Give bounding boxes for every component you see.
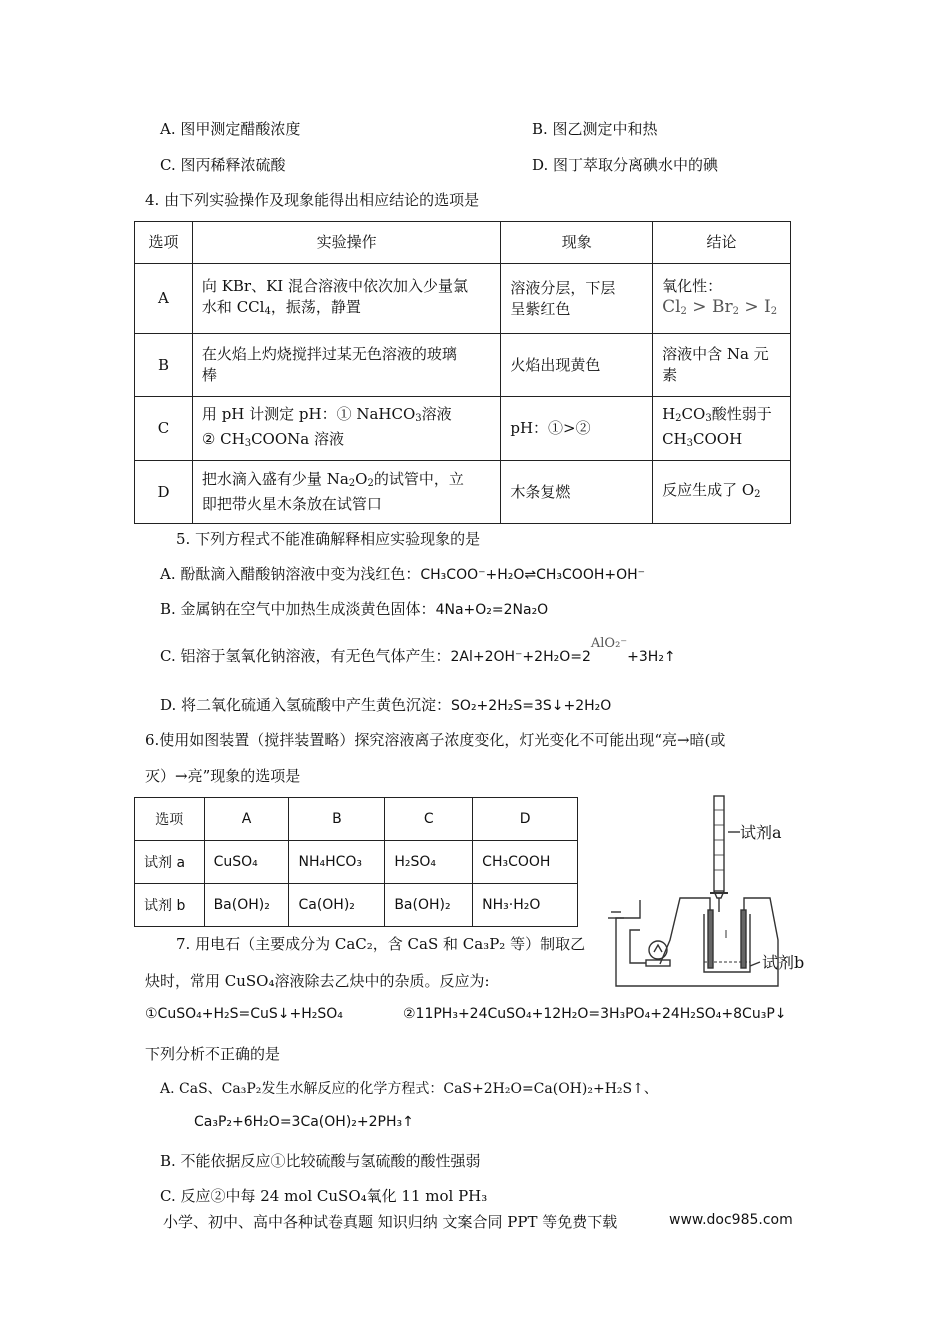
header-operation: 实验操作 (192, 222, 500, 264)
option-3a: A. 图甲测定醋酸浓度 (160, 120, 301, 138)
option-5d: D. 将二氧化硫通入氢硫酸中产生黄色沉淀：SO₂+2H₂S=3S↓+2H₂O (160, 696, 612, 714)
row-phenomenon: 木条复燃 (501, 461, 653, 524)
option-7a-line2: Ca₃P₂+6H₂O=3Ca(OH)₂+2PH₃↑ (194, 1114, 414, 1130)
equation-2: ②11PH₃+24CuSO₄+12H₂O=3H₃PO₄+24H₂SO₄+8Cu₃P↓ (403, 1006, 787, 1022)
row-conclusion: $H_2CO_3$酸性弱于 $CH_3COOH$ (653, 397, 791, 461)
table-row (135, 397, 791, 461)
question-4-table (134, 221, 791, 524)
table-row (135, 334, 791, 397)
row-operation: 向 KBr、KI 混合溶液中依次加入少量氯 水和 CCl$_4$，振荡，静置 (192, 264, 500, 334)
table-row (135, 461, 791, 524)
question-6-stem-line1: 6.使用如图装置（搅拌装置略）探究溶液离子浓度变化，灯光变化不可能出现“亮→暗(或 (145, 731, 726, 749)
option-7c: C. 反应②中每 24 mol CuSO₄氧化 11 mol PH₃ (160, 1187, 488, 1205)
table-row (135, 884, 578, 927)
option-3d: D. 图丁萃取分离碘水中的碘 (532, 156, 719, 174)
cell-b: Ca(OH)₂ (289, 884, 385, 927)
option-5a: A. 酚酞滴入醋酸钠溶液中变为浅红色：CH₃COO⁻+H₂O⇌CH₃COOH+OH⁻ (160, 565, 646, 583)
question-5-stem: 5. 下列方程式不能准确解释相应实验现象的是 (176, 530, 481, 548)
header-d: D (473, 798, 578, 841)
row-option: A (135, 264, 193, 334)
cell-c: Ba(OH)₂ (385, 884, 473, 927)
table-row (135, 264, 791, 334)
row-operation: 把水滴入盛有少量 $Na_2O_2$的试管中，立 即把带火星木条放在试管口 (192, 461, 500, 524)
row-conclusion: 溶液中含 Na 元 素 (653, 334, 791, 397)
row-conclusion: 反应生成了 $O_2$ (653, 461, 791, 524)
question-7-stem-line1: 7. 用电石（主要成分为 CaC₂，含 CaS 和 Ca₃P₂ 等）制取乙 (176, 935, 586, 953)
row-operation: 在火焰上灼烧搅拌过某无色溶液的玻璃 棒 (192, 334, 500, 397)
cell-d: CH₃COOH (473, 841, 578, 884)
footer-text: 小学、初中、高中各种试卷真题 知识归纳 文案合同 PPT 等免费下载 (163, 1213, 618, 1231)
header-phenomenon: 现象 (501, 222, 653, 264)
header-b: B (289, 798, 385, 841)
table-row (135, 841, 578, 884)
header-option: 选项 (135, 798, 205, 841)
row-phenomenon: pH：①>② (501, 397, 653, 461)
question-7-ask: 下列分析不正确的是 (145, 1045, 281, 1063)
cell-d: NH₃·H₂O (473, 884, 578, 927)
header-option: 选项 (135, 222, 193, 264)
row-option: B (135, 334, 193, 397)
cell-b: NH₄HCO₃ (289, 841, 385, 884)
footer-url[interactable]: www.doc985.com (669, 1212, 793, 1228)
cell-a: Ba(OH)₂ (204, 884, 289, 927)
header-conclusion: 结论 (653, 222, 791, 264)
question-6-stem-line2: 灭）→亮”现象的选项是 (145, 767, 301, 785)
question-7-stem-line2: 炔时，常用 CuSO₄溶液除去乙炔中的杂质。反应为: (145, 972, 490, 990)
apparatus-diagram (600, 790, 825, 990)
option-3c: C. 图丙稀释浓硫酸 (160, 156, 286, 174)
cell-c: H₂SO₄ (385, 841, 473, 884)
question-6-table (134, 797, 578, 927)
equation-1: ①CuSO₄+H₂S=CuS↓+H₂SO₄ (145, 1006, 343, 1022)
table-header-row (135, 222, 791, 264)
question-4-stem: 4. 由下列实验操作及现象能得出相应结论的选项是 (145, 191, 480, 209)
reagent-b-label: 试剂b (762, 953, 805, 972)
row-option: C (135, 397, 193, 461)
row-label: 试剂 b (135, 884, 205, 927)
row-label: 试剂 a (135, 841, 205, 884)
header-c: C (385, 798, 473, 841)
reagent-a-label: 试剂a (740, 823, 782, 842)
row-operation: 用 pH 计测定 pH：① NaHCO$_3$溶液 ② $CH_3COONa$ 溶液 (192, 397, 500, 461)
option-5c: C. 铝溶于氢氧化钠溶液，有无色气体产生：2Al+2OH⁻+2H₂O=2AlO₂⁻+3H₂↑ (160, 636, 676, 665)
row-phenomenon: 溶液分层，下层 呈紫红色 (501, 264, 653, 334)
option-7b: B. 不能依据反应①比较硫酸与氢硫酸的酸性强弱 (160, 1152, 481, 1170)
row-conclusion: 氧化性： $Cl_2 > Br_2 > I_2$ (653, 264, 791, 334)
table-header-row (135, 798, 578, 841)
option-5b: B. 金属钠在空气中加热生成淡黄色固体：4Na+O₂=2Na₂O (160, 600, 549, 618)
row-phenomenon: 火焰出现黄色 (501, 334, 653, 397)
option-3b: B. 图乙测定中和热 (532, 120, 658, 138)
option-7a-line1: A. CaS、Ca₃P₂发生水解反应的化学方程式：CaS+2H₂O=Ca(OH)₂+H₂S↑、 (160, 1081, 658, 1097)
header-a: A (204, 798, 289, 841)
cell-a: CuSO₄ (204, 841, 289, 884)
row-option: D (135, 461, 193, 524)
